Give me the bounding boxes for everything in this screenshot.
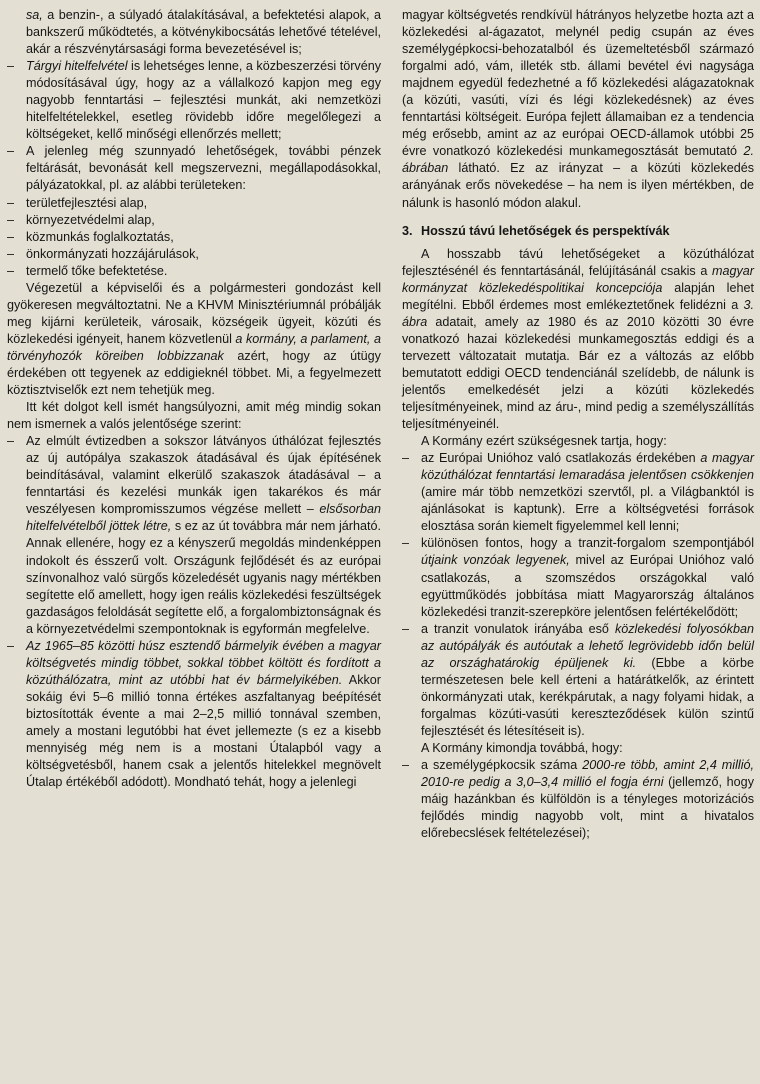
- text: (jellemző, hogy máig hazánkban és külföldön is a tényleges motorizációs fejlődés mindig nagyobb volt, mint a hivatalos előrebecslések feltételezései);: [421, 775, 754, 841]
- italic-text: a kormány, a parlament, a törvényhozók köreiben lobbizzanak: [7, 331, 381, 363]
- text: Végezetül a képviselői és a polgármesteri gondozást kell gyökeresen megváltoztatni. Ne a KHVM Minisztériumnál próbálják meg kijárni kerületeik, városaik, községeik ügyeit, közúti és közlekedési igényeit, hanem közvetlenül: [7, 280, 381, 346]
- text: különösen fontos, hogy a tranzit-forgalom szempontjából: [421, 536, 754, 551]
- sub-list: [7, 195, 381, 280]
- text: a tranzit vonulatok irányába eső: [421, 621, 615, 636]
- italic-text: Tárgyi hitelfelvétel: [26, 59, 128, 74]
- section-number: 3.: [402, 223, 413, 238]
- text: alapján lehet megítélni. Ebből érdemes most emlékeztetőnek felidézni a: [402, 280, 754, 312]
- paragraph-itt-ket-dolgot: [7, 399, 381, 433]
- list-item-europai-unio: [402, 450, 754, 535]
- italic-text: 3. ábra: [402, 297, 754, 329]
- text: A Kormány ezért szükségesnek tartja, hogy:: [421, 434, 667, 449]
- list-item-tranzit-vonulatok: [402, 621, 754, 740]
- sub-list-item: – termelő tőke befektetése.: [7, 263, 381, 280]
- italic-text: útjaink vonzóak legyenek,: [421, 553, 570, 568]
- italic-text: 2. ábrában: [402, 144, 754, 176]
- paragraph-kormany-szukseges: [402, 433, 754, 450]
- italic-text: sa,: [26, 8, 43, 22]
- text: s ez az út továbbra már nem járható. Annak ellenére, hogy ez a kényszerű megoldás mindenképpen indokolt és ésszerű volt. Országunk fejlődését és az európai színvonalhoz való sürgős közeledését ugyanis nagy mértékben segítette elő amellett, hogy igen reális közlekedési feszültségek gazdaságos feloldását segítette elő, a forgalombiztonságnak és a környezetvédelmi szempontoknak is egyformán megfelelve.: [26, 519, 381, 636]
- text: azért, hogy az útügy érdekében ott tegyenek az eddigieknél többet. Mi, a fegyelmezett köztisztviselők ezt nem tehetjük meg.: [7, 348, 381, 398]
- right-column: [402, 7, 754, 842]
- left-column: [7, 7, 381, 791]
- list-item-targyi-hitelfelvetel: [7, 58, 381, 143]
- text: magyar költségvetés rendkívül hátrányos helyzetbe hozta azt a közlekedési al-ágazatot, melynél pedig csupán az éves személygépkocsi-behozatalból és üzemeltetésből származó forgalmi adó, vám, illeték stb. állami bevétel évi nagysága majdnem egyedül fedezhetné a fő közlekedési alágazatoknak (a közúti, vasúti, vízi és légi közlekedésnek) az éves fenntartási költségeit. Európa fejlett államaiban ez a tendencia még erősebb, amint az az európai OECD-államok utóbbi 25 évre vonatkozó közlekedési munkamegosztását bemutató: [402, 8, 754, 159]
- text: látható. Ez az irányzat – a közúti közlekedés arányának erős növekedése – ha nem is ilyen mértékben, de nálunk is hasonló módon alakul.: [402, 161, 754, 210]
- text: A Kormány kimondja továbbá, hogy:: [421, 740, 623, 755]
- text: mivel az Európai Unióhoz való csatlakozás, a szomszédos országokkal való együttműködés jobbítása miatt Magyarország általános közlekedési tranzit-szerepköre jelentősen felértékelődött;: [421, 553, 754, 619]
- sub-list-item: – önkormányzati hozzájárulások,: [7, 246, 381, 263]
- text: adatait, amely az 1980 és az 2010 közötti 30 évre vonatkozó hazai közlekedési munkamegosztás eddigi és a tervezett változatait mutatja. Bár ez a változás az előbb bemutatott eddigi OECD tendenciánál szelídebb, de nálunk is jelentős emelkedését jelzi a közúti közlekedés teljesítményeinek, mind az áru-, mind pedig a személyszállítás teljesítményeinél.: [402, 314, 754, 432]
- sub-list-item: – közmunkás foglalkoztatás,: [7, 229, 381, 246]
- text: is lehetséges lenne, a közbeszerzési törvény módosításával úgy, hogy az a vállalkozó kapjon meg egy nagyobb fenntartási – fejlesztési munkát, aki nemzetközi hitelfeltételekkel, esetleg rövidebb időre megelőlegezi a költségeket, kellő minőségi ellenőrzés mellett;: [26, 59, 381, 142]
- italic-text: magyar kormányzat közlekedéspolitikai koncepciója: [402, 263, 754, 295]
- text: (Ebbe a körbe természetesen bele kell érteni a határátkelők, az érintett önkormányzati utak, kerékpárutak, a nagy folyami hidak, a forgalmas közúti-vasúti kereszteződések külön szintű fejlesztését és létesítéseit is).: [421, 655, 754, 738]
- text: Akkor sokáig évi 5–6 millió tonna értékes aszfaltanyag beépítését biztosították évente a mai 2–2,5 millió tonnával szemben, amely a mostani legutóbbi hat évet jellemezte (s ez a kisebb mennyiség még nem is a mostani Útalapból vagy a költségvetésből, hanem csak a jelentős hitelekkel megnövelt Útalap értékéből adódott). Mondható tehát, hogy a jelenlegi: [26, 672, 381, 790]
- sub-list-item: – területfejlesztési alap,: [7, 195, 381, 212]
- paragraph-continuation: [402, 7, 754, 212]
- italic-text: közlekedési folyosókban az autópályák és autóutak a lehető legrövidebb időn belül az országhatárokig épüljenek ki.: [421, 621, 754, 670]
- paragraph-continuation: [7, 7, 381, 58]
- sub-list-item: – környezetvédelmi alap,: [7, 212, 381, 229]
- text: Az elmúlt évtizedben a sokszor látványos úthálózat fejlesztés az új autópálya szakaszok átadásával és újak építésének beindításával, valamint elkerülő szakaszok átadásával – a fenntartási és kezelési munkák igen takarékos és már veszélyesen kompromisszumos végzése mellett –: [26, 434, 381, 517]
- text: A hosszabb távú lehetőségeket a közúthálózat fejlesztésénél és fenntartásánál, felújításánál csakis a: [402, 246, 754, 278]
- paragraph-vegezetul: [7, 280, 381, 399]
- section-title: Hosszú távú lehetőségek és perspektívák: [421, 223, 670, 238]
- paragraph-kormany-kimondja: [402, 740, 754, 757]
- text: az Európai Unióhoz való csatlakozás érdekében: [421, 451, 701, 466]
- list-item-elmult-evtized: [7, 433, 381, 638]
- italic-text: 2000-re több, amint 2,4 millió, 2010-re pedig a 3,0–3,4 millió el fogja érni: [421, 758, 754, 790]
- text: Itt két dolgot kell ismét hangsúlyozni, amit még mindig sokan nem ismernek a valós jelentősége szerint:: [7, 400, 381, 432]
- paragraph-hosszabb-tavu: [402, 246, 754, 434]
- list-item-1965-85: [7, 638, 381, 791]
- text: A jelenleg még szunnyadó lehetőségek, további pénzek feltárását, bevonását kell megszervezni, megállapodásokkal, pályázatokkal, pl. az alábbi területeken:: [26, 144, 381, 193]
- text: (amire már több nemzetközi szervtől, pl. a Világbanktól is ajánlásokat is kaptunk). Erre a költségvetési források elosztása során kiemelt figyelemmel kell lenni;: [421, 485, 754, 534]
- list-item-szemelygepkocsik: [402, 757, 754, 842]
- italic-text: Az 1965–85 közötti húsz esztendő bármelyik évében a magyar költségvetés mindig többet, sokkal többet költött és fordított a közúthálózatra, mint az utóbbi hat év bármelyikében.: [26, 638, 381, 687]
- italic-text: elsősorban hitelfelvételből jöttek létre,: [26, 502, 381, 534]
- list-item-szunnyado-lehetosegek: [7, 143, 381, 194]
- italic-text: a magyar közúthálózat fenntartási lemaradása jelentősen csökkenjen: [421, 451, 755, 483]
- list-item-tranzit-forgalom: [402, 535, 754, 620]
- text: a személygépkocsik száma: [421, 758, 583, 773]
- text: a benzin-, a súlyadó átalakításával, a befektetési alapok, a bankszerű működtetés, a kötvénykibocsátás lehetővé tételével, akár a részvénytársasági forma bevezetésével is;: [26, 8, 381, 57]
- section-heading: [402, 223, 754, 240]
